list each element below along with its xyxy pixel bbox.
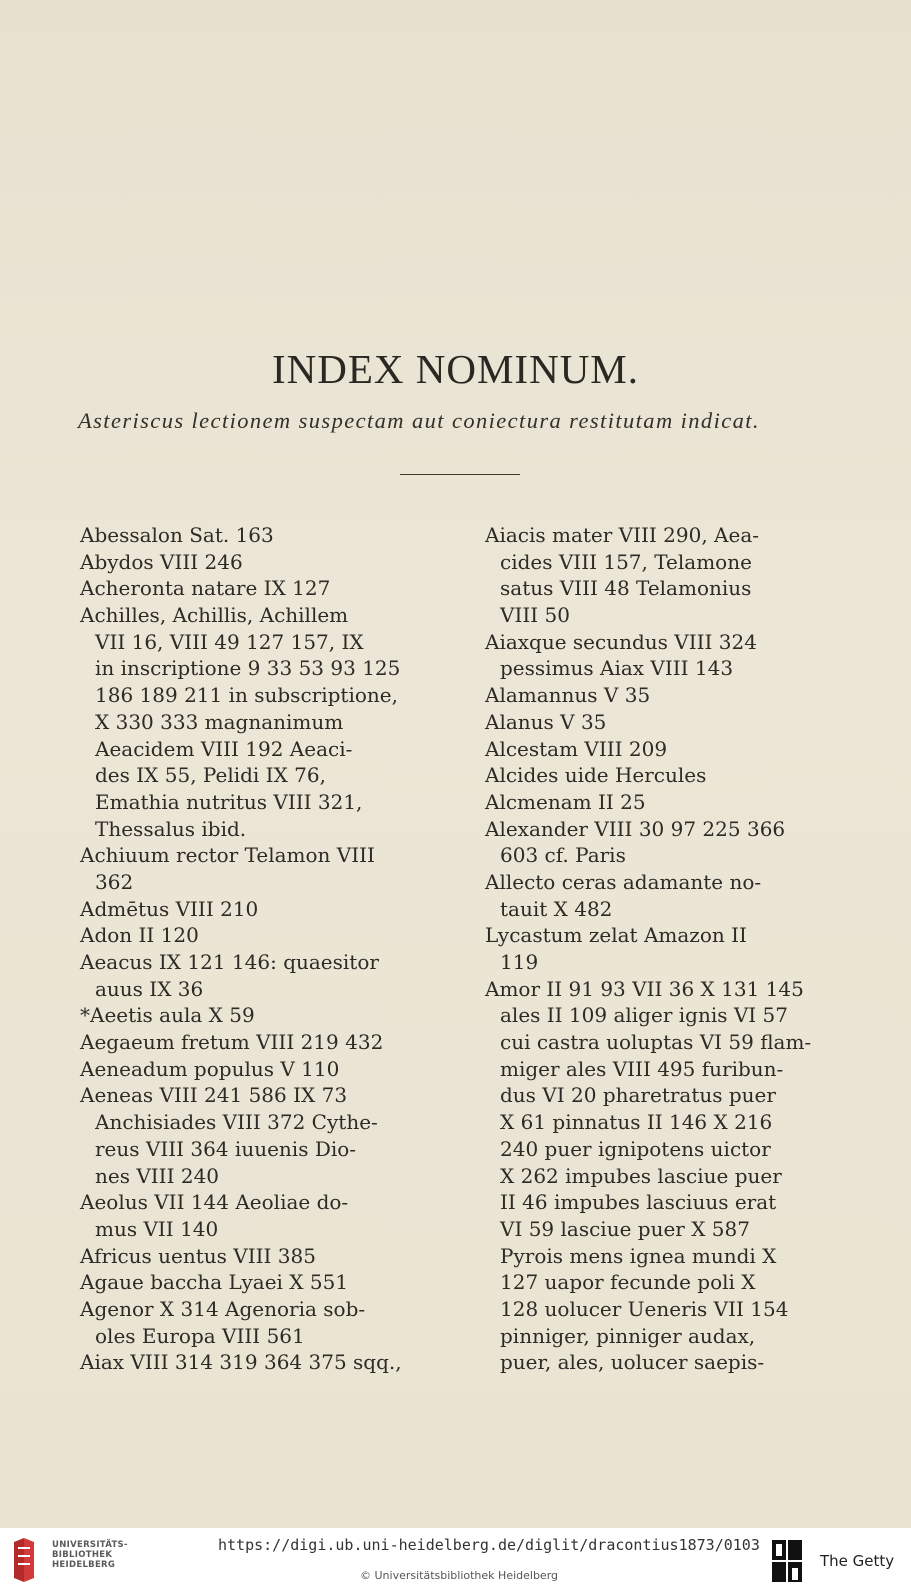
index-line <box>485 655 850 682</box>
permalink-url[interactable]: https://digi.ub.uni-heidelberg.de/diglit/dracontius1873/0103 <box>218 1536 760 1554</box>
university-library-logo-icon <box>10 1536 38 1584</box>
index-line <box>485 1082 850 1109</box>
index-line <box>485 1349 850 1376</box>
index-line-text: oles Europa VIII 561 <box>95 1323 305 1348</box>
index-line-text: X 330 333 magnanimum <box>95 709 344 734</box>
index-line-text: Agenor X 314 Agenoria sob- <box>80 1296 366 1321</box>
index-line-text: II 46 impubes lasciuus erat <box>500 1190 777 1215</box>
index-line-text: Alcides uide Hercules <box>485 763 707 788</box>
index-line-text: Aiax VIII 314 319 364 375 sqq., <box>80 1350 402 1375</box>
index-line-text: satus VIII 48 Telamonius <box>500 576 752 601</box>
index-line <box>80 1216 450 1243</box>
index-right-column <box>485 522 850 1376</box>
index-line <box>80 1109 450 1136</box>
index-line <box>80 522 450 549</box>
index-line-text: Abydos VIII 246 <box>80 549 243 574</box>
index-line-text: Africus uentus VIII 385 <box>80 1243 316 1268</box>
index-line <box>485 549 850 576</box>
index-line-text: cui castra uoluptas VI 59 flam- <box>500 1030 812 1055</box>
index-line-text: 240 puer ignipotens uictor <box>500 1136 771 1161</box>
index-line-text: Alanus V 35 <box>485 709 607 734</box>
index-line-text: Aiacis mater VIII 290, Aea- <box>485 523 760 547</box>
index-line <box>80 1189 450 1216</box>
index-line-text: tauit X 482 <box>500 896 613 921</box>
index-line <box>485 629 850 656</box>
index-line <box>80 789 450 816</box>
index-line <box>80 575 450 602</box>
index-line-text: Achiuum rector Telamon VIII <box>80 843 375 868</box>
index-line-text: Agaue baccha Lyaei X 551 <box>80 1270 349 1295</box>
index-line <box>485 1189 850 1216</box>
index-line <box>80 709 450 736</box>
index-line <box>485 922 850 949</box>
index-line <box>485 869 850 896</box>
index-line <box>80 896 450 923</box>
index-line <box>485 976 850 1003</box>
index-line-text: mus VII 140 <box>95 1216 219 1241</box>
index-line <box>485 1243 850 1270</box>
index-line-text: cides VIII 157, Telamone <box>500 549 752 574</box>
index-line <box>485 682 850 709</box>
index-line-text: VI 59 lasciue puer X 587 <box>500 1216 750 1241</box>
index-line <box>80 1243 450 1270</box>
index-line <box>80 549 450 576</box>
index-line <box>80 1082 450 1109</box>
index-line <box>485 1029 850 1056</box>
index-line-text: ales II 109 aliger ignis VI 57 <box>500 1003 788 1028</box>
index-line <box>485 709 850 736</box>
index-line-text: VII 16, VIII 49 127 157, IX <box>95 629 364 654</box>
index-line <box>485 1216 850 1243</box>
index-line <box>80 1269 450 1296</box>
index-line-text: puer, ales, uolucer saepis- <box>500 1350 765 1375</box>
index-line <box>80 1029 450 1056</box>
index-line-text: 186 189 211 in subscriptione, <box>95 683 398 708</box>
page-subtitle: Asteriscus lectionem suspectam aut coniectura restitutam indicat. <box>78 408 760 433</box>
index-line-text: des IX 55, Pelidi IX 76, <box>95 763 326 788</box>
index-line <box>485 842 850 869</box>
getty-logo-icon <box>770 1538 804 1584</box>
index-line <box>485 1269 850 1296</box>
index-line <box>80 869 450 896</box>
index-line <box>485 522 850 549</box>
index-line <box>80 1136 450 1163</box>
index-line-text: Aeolus VII 144 Aeoliae do- <box>80 1190 349 1215</box>
library-name-line: UNIVERSITÄTS- <box>52 1540 128 1550</box>
index-line-text: Allecto ceras adamante no- <box>485 869 762 894</box>
index-line <box>80 655 450 682</box>
index-line <box>80 922 450 949</box>
index-line <box>80 629 450 656</box>
index-line <box>485 1136 850 1163</box>
index-line-text: 362 <box>95 869 134 894</box>
index-line-text: Alcmenam II 25 <box>485 789 646 814</box>
index-line <box>485 762 850 789</box>
index-line <box>80 602 450 629</box>
index-line <box>80 976 450 1003</box>
viewer-footer <box>0 1528 911 1591</box>
partner-name: The Getty <box>820 1552 895 1570</box>
index-line <box>485 1323 850 1350</box>
index-line <box>485 1163 850 1190</box>
index-line-text: 119 <box>500 950 539 974</box>
index-line-text: miger ales VIII 495 furibun- <box>500 1056 784 1081</box>
index-line-text: Emathia nutritus VIII 321, <box>95 789 363 814</box>
index-line <box>485 1296 850 1323</box>
index-line <box>80 682 450 709</box>
index-line-text: Aiaxque secundus VIII 324 <box>485 629 757 654</box>
index-line <box>485 1002 850 1029</box>
index-line-text: Aeacus IX 121 146: quaesitor <box>80 950 379 974</box>
index-line-text: Aeacidem VIII 192 Aeaci- <box>95 736 353 761</box>
index-line-text: Thessalus ibid. <box>95 816 247 841</box>
index-line-text: VIII 50 <box>500 603 570 628</box>
index-line-text: auus IX 36 <box>95 976 204 1001</box>
index-line-text: pessimus Aiax VIII 143 <box>500 656 734 681</box>
title-divider <box>400 474 520 475</box>
index-line <box>80 842 450 869</box>
index-line-text: Pyrois mens ignea mundi X <box>500 1243 777 1268</box>
index-line-text: Anchisiades VIII 372 Cythe- <box>95 1110 378 1135</box>
library-name-line: HEIDELBERG <box>52 1560 116 1570</box>
index-line <box>80 1056 450 1083</box>
index-line-text: X 262 impubes lasciue puer <box>500 1163 782 1188</box>
index-line <box>80 762 450 789</box>
index-line-text: Adon II 120 <box>80 923 199 948</box>
index-line-text: Aeneadum populus V 110 <box>80 1056 340 1081</box>
index-left-column <box>80 522 450 1376</box>
index-line-text: Abessalon Sat. 163 <box>80 523 274 547</box>
index-line-text: Alexander VIII 30 97 225 366 <box>485 816 786 841</box>
library-name-line: BIBLIOTHEK <box>52 1550 113 1560</box>
index-line <box>80 1323 450 1350</box>
index-line-text: nes VIII 240 <box>95 1163 220 1188</box>
index-line-text: Alamannus V 35 <box>485 683 651 708</box>
index-line <box>485 789 850 816</box>
index-line <box>485 736 850 763</box>
index-line <box>80 736 450 763</box>
index-line <box>485 575 850 602</box>
index-line <box>80 1163 450 1190</box>
index-line-text: 127 uapor fecunde poli X <box>500 1270 756 1295</box>
library-name <box>52 1540 128 1570</box>
index-line-text: 603 cf. Paris <box>500 843 626 868</box>
index-line-text: *Aeetis aula X 59 <box>80 1003 255 1028</box>
index-line <box>485 1109 850 1136</box>
index-line <box>485 1056 850 1083</box>
index-line <box>80 949 450 976</box>
index-line-text: X 61 pinnatus II 146 X 216 <box>500 1110 773 1135</box>
index-line-text: Alcestam VIII 209 <box>485 736 668 761</box>
index-line-text: in inscriptione 9 33 53 93 125 <box>95 656 401 681</box>
index-line <box>485 602 850 629</box>
index-line-text: 128 uolucer Ueneris VII 154 <box>500 1296 789 1321</box>
index-line <box>80 1002 450 1029</box>
index-line-text: Achilles, Achillis, Achillem <box>80 603 349 628</box>
index-line-text: reus VIII 364 iuuenis Dio- <box>95 1136 357 1161</box>
index-line-text: Acheronta natare IX 127 <box>80 576 331 601</box>
index-line-text: Aegaeum fretum VIII 219 432 <box>80 1030 384 1055</box>
page-title: INDEX NOMINUM. <box>271 346 640 392</box>
index-line <box>485 816 850 843</box>
index-line-text: Admētus VIII 210 <box>80 896 259 921</box>
index-line-text: Amor II 91 93 VII 36 X 131 145 <box>485 976 804 1001</box>
index-line <box>80 1296 450 1323</box>
index-line <box>80 1349 450 1376</box>
index-line <box>80 816 450 843</box>
index-line-text: dus VI 20 pharetratus puer <box>500 1083 776 1108</box>
index-line <box>485 896 850 923</box>
index-line-text: pinniger, pinniger audax, <box>500 1323 756 1348</box>
index-line-text: Aeneas VIII 241 586 IX 73 <box>80 1083 348 1108</box>
index-line-text: Lycastum zelat Amazon II <box>485 923 747 948</box>
index-line <box>485 949 850 976</box>
copyright-notice: © Universitätsbibliothek Heidelberg <box>360 1569 559 1582</box>
